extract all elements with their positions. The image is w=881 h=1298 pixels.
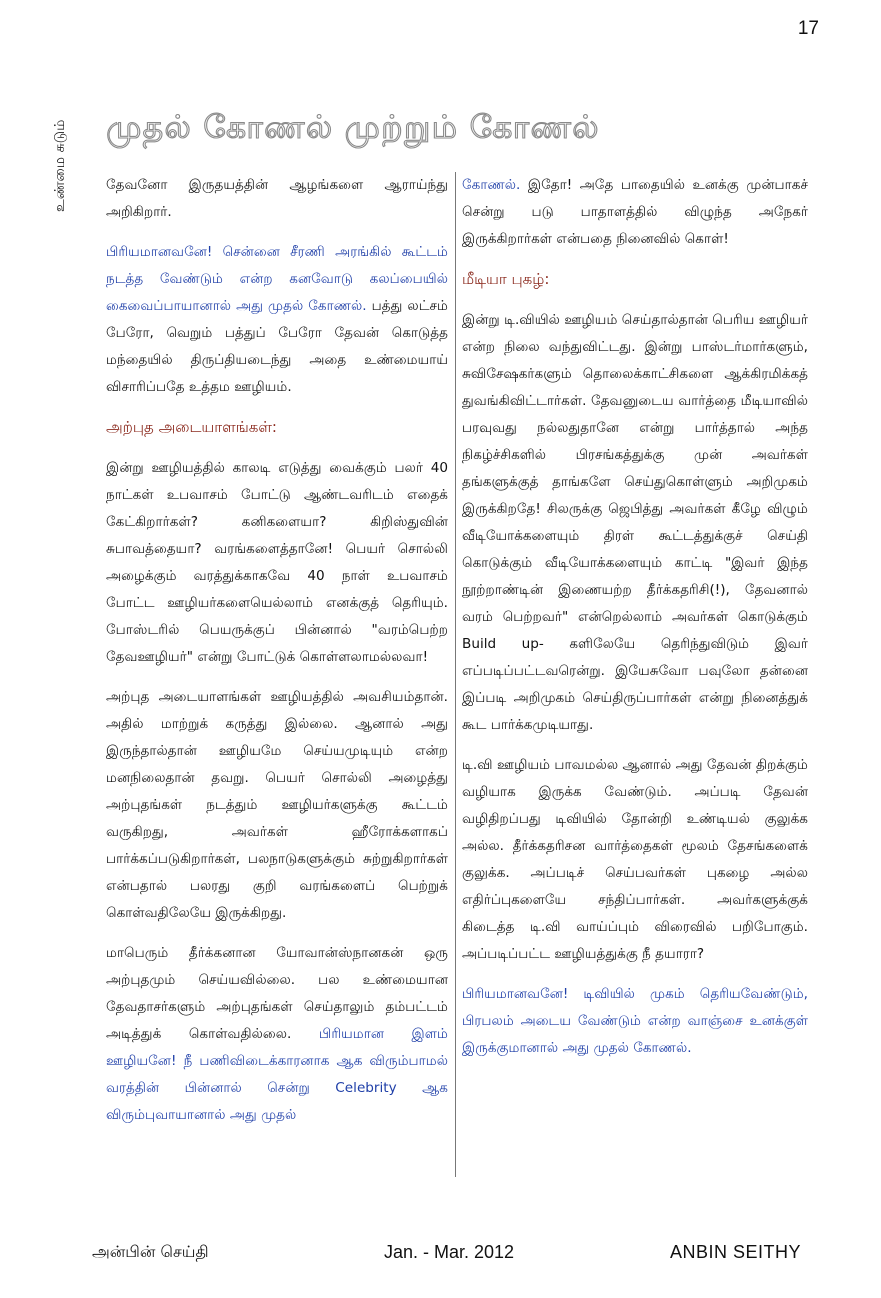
article-left-column [106,172,448,1182]
highlighted-text: கோணல். [462,177,521,193]
paragraph: டி.வி ஊழியம் பாவமல்ல ஆனால் அது தேவன் திறக்கும் வழியாக இருக்க வேண்டும். அப்படி தேவன் வழிதிறப்பது டிவியில் தோன்றி உண்டியல் குலுக்க அல்ல. தீர்க்கதரிசன வார்த்தைகள் மூலம் தேசங்களைக் குலுக்க. அப்படிச் செய்பவர்கள் புகழை அல்ல எதிர்ப்புகளையே சந்திப்பார்கள். அவர்களுக்குக் கிடைத்த டி.வி வாய்ப்பும் விரைவில் பறிபோகும். அப்படிப்பட்ட ஊழியத்துக்கு நீ தயாரா? [462,757,808,962]
footer-magazine-name: ANBIN SEITHY [669,1242,801,1262]
footer-issue-date: Jan. - Mar. 2012 [384,1242,515,1262]
section-heading: மீடியா புகழ்: [462,270,550,288]
page-number: 17 [797,18,819,39]
paragraph-text: இதோ! அதே பாதையில் உனக்கு முன்பாகச் சென்று படு பாதாளத்தில் விழுந்த அநேகர் இருக்கிறார்கள் என்பதை நினைவில் கொள்! [462,177,808,247]
page-title: முதல் கோணல் முற்றும் கோணல் [106,108,600,146]
paragraph: இன்று ஊழியத்தில் காலடி எடுத்து வைக்கும் பலர் 40 நாட்கள் உபவாசம் போட்டு ஆண்டவரிடம் எதைக் கேட்கிறார்கள்? கனிகளையா? கிறிஸ்துவின் சுபாவத்தையா? வரங்களைத்தானே! பெயர் சொல்லி அழைக்கும் வரத்துக்காகவே 40 நாள் உபவாசம் போட்ட ஊழியர்களையெல்லாம் எனக்குத் தெரியும். போஸ்டரில் பெயருக்குப் பின்னால் "வரம்பெற்ற தேவஊழியர்" என்று போட்டுக் கொள்ளலாமல்லவா! [106,460,448,665]
highlighted-text: பிரியமான இளம் ஊழியனே! நீ பணிவிடைக்காரனாக ஆக விரும்பாமல் வரத்தின் பின்னால் சென்று Celebrity ஆக விரும்புவாயானால் அது முதல் [106,1026,448,1123]
section-heading: அற்புத அடையாளங்கள்: [106,418,277,436]
paragraph: தேவனோ இருதயத்தின் ஆழங்களை ஆராய்ந்து அறிகிறார். [106,177,448,220]
paragraph-text: மாபெரும் தீர்க்கனான யோவான்ஸ்நானகன் ஒரு அற்புதமும் செய்யவில்லை. பல உண்மையான தேவதாசர்களும் அற்புதங்கள் செய்தாலும் தம்பட்டம் அடித்துக் கொள்வதில்லை. [106,945,448,1042]
paragraph: பிரியமானவனே! டிவியில் முகம் தெரியவேண்டும், பிரபலம் அடைய வேண்டும் என்ற வாஞ்சை உனக்குள் இருக்குமானால் அது முதல் கோணல். [462,986,808,1056]
paragraph: அற்புத அடையாளங்கள் ஊழியத்தில் அவசியம்தான். அதில் மாற்றுக் கருத்து இல்லை. ஆனால் அது இருந்தால்தான் ஊழியமே செய்யமுடியும் என்ற மனநிலைதான் தவறு. பெயர் சொல்லி அழைத்து அற்புதங்கள் நடத்தும் ஊழியர்களுக்கு கூட்டம் வருகிறது, அவர்கள் ஹீரோக்களாகப் பார்க்கப்படுகிறார்கள், பலநாடுகளுக்கும் சுற்றுகிறார்கள் என்பதால் பலரது குறி வரங்களைப் பெற்றுக் கொள்வதிலேயே இருக்கிறது. [106,689,448,921]
paragraph: இன்று டி.வியில் ஊழியம் செய்தால்தான் பெரிய ஊழியர் என்ற நிலை வந்துவிட்டது. இன்று பாஸ்டர்மார்களும், சுவிசேஷகர்களும் தொலைக்காட்சிகளை ஆக்கிரமிக்கத் துவங்கிவிட்டார்கள். தேவனுடைய வார்த்தை மீடியாவில் பரவுவது நல்லதுதானே என்று பார்த்தால் அந்த நிகழ்ச்சிகளில் பிரசங்கத்துக்கு முன் அவர்கள் தங்களுக்குத் தாங்களே செய்துகொள்ளும் அறிமுகம் இருக்கிறதே! சிலருக்கு ஜெபித்து அவர்கள் கீழே விழும் வீடியோக்களையும் திரள் கூட்டத்துக்குச் செய்தி கொடுக்கும் வீடியோக்களையும் காட்டி "இவர் இந்த நூற்றாண்டின் இணையற்ற தீர்க்கதரிசி(!), தேவனால் வரம் பெற்றவர்" என்றெல்லாம் அவர்கள் கொடுக்கும் Build up- களிலேயே தெரிந்துவிடும் இவர் எப்படிப்பட்டவரென்று. இயேசுவோ பவுலோ தன்னை இப்படி அறிமுகம் செய்திருப்பார்கள் என்று நினைத்துக் கூட பார்க்கமுடியாது. [462,312,808,733]
paragraph [106,940,448,1129]
article-right-column [462,172,808,1182]
paragraph [462,172,808,253]
highlighted-text: பிரியமானவனே! சென்னை சீரணி அரங்கில் கூட்டம் நடத்த வேண்டும் என்ற கனவோடு கலப்பையில் கைவைப்பாயானால் அது முதல் கோணல். [106,244,448,314]
paragraph-text: பத்து லட்சம் பேரோ, வெறும் பத்துப் பேரோ தேவன் கொடுத்த மந்தையில் திருப்தியடைந்து அதை உண்மையாய் விசாரிப்பதே உத்தம ஊழியம். [106,298,448,395]
column-divider [455,172,456,1177]
paragraph [106,239,448,401]
side-section-label: உண்மை சுடும் [52,119,68,212]
footer-magazine-name-tamil: அன்பின் செய்தி [92,1242,209,1261]
